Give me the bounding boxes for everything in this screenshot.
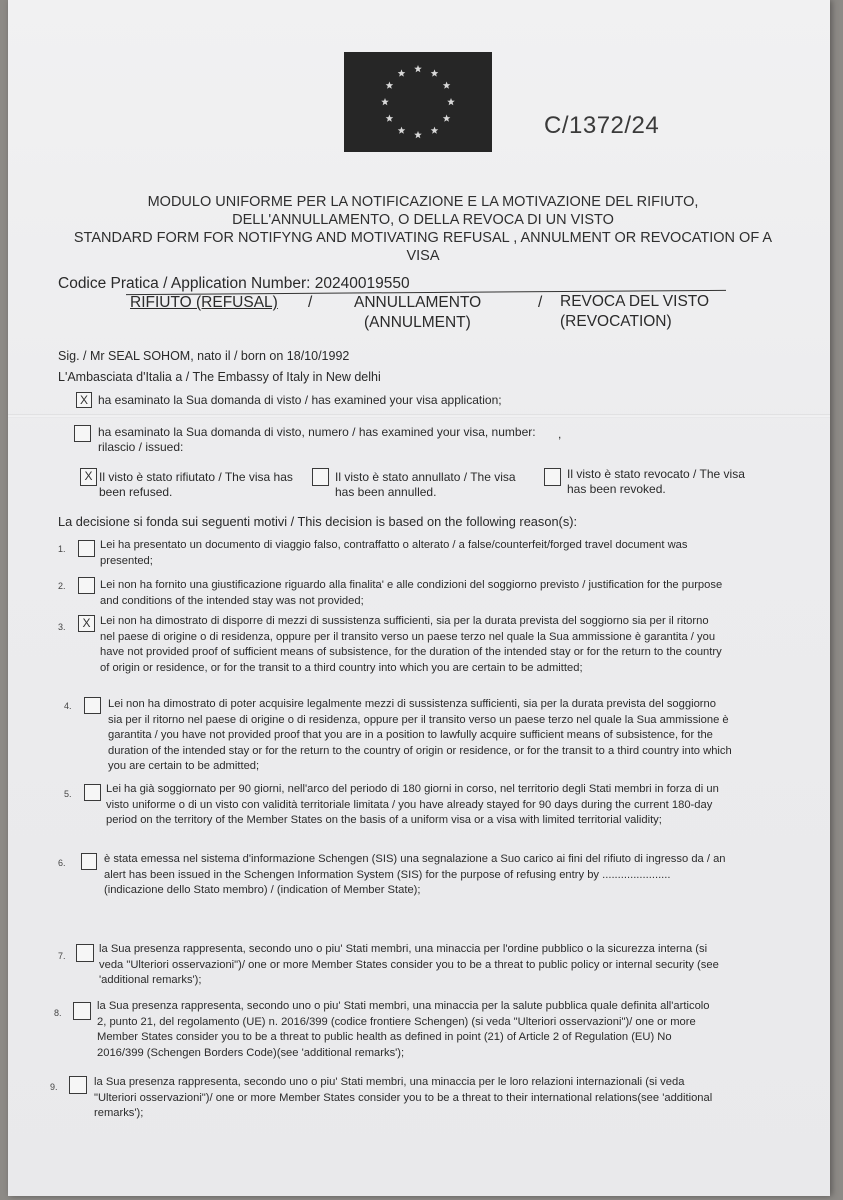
revocation-label-en: (REVOCATION) [560,313,672,330]
reason-5-text: Lei ha già soggiornato per 90 giorni, nell'arco del periodo di 180 giorni in corso, nel territorio degli Stati membri in forza di un visto uniforme o di un visto con validità territoriale limitata / you have already stayed for 90 days during the current 180-day period on the territory of the Member States on the basis of a uniform visa or a visa with limited territorial validity; [106,783,719,827]
visa-annulled-line1: Il visto è stato annullato / The visa [335,470,516,484]
reason-number: 8. [54,1008,62,1018]
title-line-3: STANDARD FORM FOR NOTIFYNG AND MOTIVATING REFUSAL , ANNULMENT OR REVOCATION OF A [73,230,773,246]
visa-refused-line1: Il visto è stato rifiutato / The visa has [99,470,293,484]
reason-6-text: è stata emessa nel sistema d'informazione Schengen (SIS) una segnalazione a Suo carico ai fini del rifiuto di ingresso da / an alert has been issued in the Schengen Information System (SIS) for the purpose of refusing entry by ...................... (indicazione dello Stato membro) / (indication of Member State); [104,853,726,897]
reason-4-text: Lei non ha dimostrato di poter acquisire legalmente mezzi di sussistenza sufficienti, sia per la durata prevista del soggiorno sia per il ritorno nel paese di origine o di residenza, oppure per il transito verso un paese terzo nel quale la Sua ammissione è garantita / you have not provided proof that you are in a position to lawfully acquire sufficient means of subsistence, for the duration of the intended stay or for the return to the country of origin or residence, or for the transit to a third country into which you are certain to be admitted; [108,698,732,773]
application-number: Codice Pratica / Application Number: 20240019550 [58,275,410,292]
eu-stars-icon [344,52,492,152]
reason-8-text: la Sua presenza rappresenta, secondo uno o piu' Stati membri, una minaccia per la salute pubblica quale definita all'articolo 2, punto 21, del regolamento (UE) n. 2016/399 (codice frontiere Schengen) (si veda "Ulteriori osservazioni")/ one or more Member States consider you to be a threat to public health as defined in point (21) of Article 2 of Regulation (EU) No 2016/399 (Schengen Borders Code)(see 'additional remarks'); [97,1000,710,1059]
reason-number: 1. [58,544,66,554]
visa-revoked-checkbox[interactable] [544,468,561,486]
examined-application-checkbox[interactable]: X [76,392,92,408]
reason-number: 6. [58,858,66,868]
title-line-4: VISA [406,248,440,264]
reason-number: 5. [64,789,72,799]
reason-1-checkbox[interactable] [78,540,95,557]
visa-annulled-line2: has been annulled. [335,485,437,499]
reason-number: 7. [58,951,66,961]
annulment-label-en: (ANNULMENT) [364,314,471,331]
embassy-line: L'Ambasciata d'Italia a / The Embassy of Italy in New delhi [58,370,381,384]
examined-visa-trailing: , [558,427,562,441]
reason-number: 9. [50,1082,58,1092]
separator: / [308,294,313,311]
visa-revoked-line2: has been revoked. [567,482,666,496]
applicant-line: Sig. / Mr SEAL SOHOM, nato il / born on 18/10/1992 [58,349,350,363]
reasons-heading: La decisione si fonda sui seguenti motivi / This decision is based on the following reason(s): [58,514,578,529]
reason-3-text: Lei non ha dimostrato di disporre di mezzi di sussistenza sufficienti, sia per la durata prevista del soggiorno sia per il ritorno nel paese di origine o di residenza, oppure per il transito verso un paese terzo nel quale la Sua ammissione è garantita / you have not provided proof of sufficient means of subsistence, for the duration of the intended stay or for the return to the country of origin or residence, or for the transit to a third country into which you are certain to be admitted; [100,615,722,674]
separator: / [538,294,543,311]
reason-6-checkbox[interactable] [81,853,97,870]
reason-9-text: la Sua presenza rappresenta, secondo uno o piu' Stati membri, una minaccia per le loro relazioni internazionali (si veda "Ulteriori osservazioni")/ one or more Member States consider you to be a threat to their international relations(see 'additional remarks'); [94,1076,713,1120]
reason-number: 3. [58,622,66,632]
examined-visa-checkbox[interactable] [74,425,91,442]
reason-number: 4. [64,701,72,711]
reason-9-checkbox[interactable] [69,1076,87,1094]
reason-7-text: la Sua presenza rappresenta, secondo uno o piu' Stati membri, una minaccia per l'ordine pubblico o la sicurezza interna (si veda "Ulteriori osservazioni")/ one or more Member States consider you to be a threat to public policy or internal security (see 'additional remarks'); [99,943,719,987]
reason-3-checkbox[interactable]: X [78,615,95,632]
eu-flag-emblem [344,52,492,152]
visa-refusal-form [8,0,830,1196]
reason-7-checkbox[interactable] [76,944,94,962]
reference-code: C/1372/24 [544,112,660,139]
visa-refused-line2: been refused. [99,485,173,499]
title-line-1: MODULO UNIFORME PER LA NOTIFICAZIONE E LA MOTIVAZIONE DEL RIFIUTO, [147,194,699,210]
refusal-label: RIFIUTO (REFUSAL) [130,294,278,311]
visa-refused-checkbox[interactable]: X [80,468,97,486]
paper-fold [8,414,830,418]
visa-annulled-checkbox[interactable] [312,468,329,486]
reason-4-checkbox[interactable] [84,697,101,714]
issued-text: rilascio / issued: [98,440,184,454]
revocation-label: REVOCA DEL VISTO [560,293,710,310]
visa-revoked-line1: Il visto è stato revocato / The visa [567,467,745,481]
annulment-label: ANNULLAMENTO [354,294,482,311]
reason-number: 2. [58,581,66,591]
examined-application-text: ha esaminato la Sua domanda di visto / has examined your visa application; [98,393,502,407]
title-line-2: DELL'ANNULLAMENTO, O DELLA REVOCA DI UN VISTO [232,212,614,228]
examined-visa-text: ha esaminato la Sua domanda di visto, numero / has examined your visa, number: [98,425,536,439]
reason-8-checkbox[interactable] [73,1002,91,1020]
reason-1-text: Lei ha presentato un documento di viaggio falso, contraffatto o alterato / a false/counterfeit/forged travel document was presented; [100,539,688,567]
reason-5-checkbox[interactable] [84,784,101,801]
reason-2-checkbox[interactable] [78,577,95,594]
reason-2-text: Lei non ha fornito una giustificazione riguardo alla finalita' e alle condizioni del soggiorno previsto / justification for the purpose and conditions of the intended stay was not provided; [100,579,723,607]
